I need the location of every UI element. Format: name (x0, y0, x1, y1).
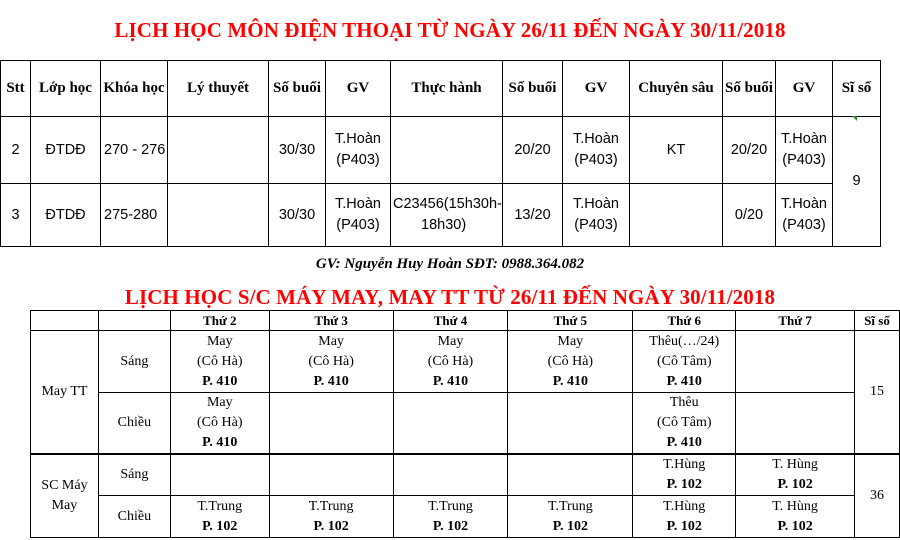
schedule-cell (633, 454, 736, 496)
schedule-cell (508, 331, 633, 393)
header-khoa: Khóa học (101, 61, 168, 117)
cell-gv (776, 117, 833, 184)
teacher-contact: GV: Nguyễn Huy Hoàn SĐT: 0988.364.082 (315, 256, 585, 272)
header-empty (31, 311, 99, 331)
room: P. 410 (432, 373, 469, 389)
group-siso: 15 (855, 331, 900, 455)
teacher: (Cô Hà) (197, 415, 243, 430)
cell-lythuyet (168, 117, 269, 184)
teacher: T.Trung (308, 498, 354, 514)
table-row (31, 454, 900, 496)
cell-khoa: 275-280 (101, 184, 168, 247)
gv-name: T.Hoàn (573, 131, 619, 147)
teacher: T.Trung (197, 498, 243, 514)
schedule-cell (736, 393, 855, 455)
gv-name: T.Hoàn (781, 131, 827, 147)
schedule-cell (633, 331, 736, 393)
table-row (1, 184, 881, 247)
gv-name: T.Hoàn (335, 196, 381, 212)
gv-room: (P403) (574, 217, 618, 233)
cell-gv (326, 117, 391, 184)
cell-khoa: 270 - 276 (101, 117, 168, 184)
table-header-row (1, 61, 881, 117)
schedule-cell (633, 393, 736, 455)
cell-sobuoi: 13/20 (503, 184, 563, 247)
header-day: Thứ 5 (508, 311, 633, 331)
header-gv: GV (776, 61, 833, 117)
schedule-cell (170, 454, 269, 496)
table-row (31, 496, 900, 538)
room: P. 410 (202, 373, 238, 389)
table-row (31, 393, 900, 455)
subject: May (318, 333, 344, 349)
gv-room: (P403) (782, 152, 826, 168)
room: P. 410 (666, 373, 702, 389)
room: P. 102 (552, 518, 588, 534)
schedule-cell (736, 331, 855, 393)
room: P. 102 (666, 477, 702, 492)
teacher: T.Trung (428, 498, 473, 514)
schedule-cell (393, 393, 508, 455)
header-sobuoi: Số buổi (503, 61, 563, 117)
cell-gv (563, 184, 630, 247)
group-siso: 36 (855, 454, 900, 538)
room: P. 410 (202, 435, 238, 450)
schedule-cell (736, 496, 855, 538)
header-siso: Sĩ số (833, 61, 881, 117)
room: P. 102 (313, 518, 349, 534)
session-label: Sáng (98, 454, 170, 496)
cell-stt: 3 (1, 184, 31, 247)
header-chuyensau: Chuyên sâu (630, 61, 723, 117)
header-thuchanh: Thực hành (391, 61, 503, 117)
room: P. 102 (666, 518, 702, 534)
header-day: Thứ 7 (736, 311, 855, 331)
header-lop: Lớp học (31, 61, 101, 117)
teacher: (Cô Hà) (308, 353, 354, 369)
header-day: Thứ 4 (393, 311, 508, 331)
sewing-schedule-table (30, 310, 900, 538)
gv-room: (P403) (574, 152, 618, 168)
subject: May (437, 333, 464, 349)
header-lythuyet: Lý thuyết (168, 61, 269, 117)
thuchanh-line1: C23456(15h30h- (393, 196, 502, 212)
table-header-row (31, 311, 900, 331)
teacher: T. Hùng (772, 498, 818, 514)
cell-gv (563, 117, 630, 184)
teacher: T.Hùng (663, 457, 706, 472)
room: P. 410 (666, 435, 702, 450)
room: P. 102 (777, 518, 813, 534)
room: P. 102 (432, 518, 469, 534)
group-name: May TT (31, 331, 99, 455)
cell-gv (326, 184, 391, 247)
gv-room: (P403) (336, 152, 380, 168)
cell-thuchanh (391, 117, 503, 184)
subject: May (206, 395, 233, 410)
schedule-cell (269, 393, 393, 455)
schedule-cell (633, 496, 736, 538)
teacher: T.Hùng (663, 498, 706, 514)
schedule-cell (170, 393, 269, 455)
table-row (1, 117, 881, 184)
session-label: Chiều (98, 393, 170, 455)
teacher: (Cô Hà) (197, 353, 243, 369)
table-row (31, 331, 900, 393)
teacher: T. Hùng (772, 457, 818, 472)
schedule-cell (269, 331, 393, 393)
schedule-cell (269, 496, 393, 538)
phone-schedule-table (0, 60, 881, 247)
group-name: SC Máy May (31, 454, 99, 538)
thuchanh-line2: 18h30) (421, 217, 467, 233)
cell-comment-marker (852, 116, 857, 121)
cell-lythuyet (168, 184, 269, 247)
gv-name: T.Hoàn (781, 196, 827, 212)
subject: May (206, 333, 233, 349)
cell-stt: 2 (1, 117, 31, 184)
cell-sobuoi: 20/20 (723, 117, 776, 184)
schedule-cell (170, 496, 269, 538)
cell-sobuoi: 20/20 (503, 117, 563, 184)
header-stt: Stt (1, 61, 31, 117)
subject: Thêu(…/24) (649, 333, 720, 349)
header-day: Thứ 2 (170, 311, 269, 331)
gv-room: (P403) (336, 217, 380, 233)
cell-thuchanh (391, 184, 503, 247)
schedule-cell (508, 454, 633, 496)
cell-chuyensau: KT (630, 117, 723, 184)
cell-sobuoi: 30/30 (269, 117, 326, 184)
cell-lop: ĐTDĐ (31, 184, 101, 247)
cell-sobuoi: 30/30 (269, 184, 326, 247)
schedule-cell (269, 454, 393, 496)
subject: Thêu (669, 395, 699, 410)
room: P. 102 (777, 477, 813, 492)
gv-room: (P403) (782, 217, 826, 233)
schedule-cell (393, 331, 508, 393)
schedule-cell (393, 496, 508, 538)
teacher: (Cô Tâm) (656, 353, 712, 369)
header-day: Thứ 3 (269, 311, 393, 331)
room: P. 410 (552, 373, 588, 389)
gv-name: T.Hoàn (335, 131, 381, 147)
header-empty (98, 311, 170, 331)
cell-siso: 9 (833, 117, 881, 247)
teacher: T.Trung (547, 498, 593, 514)
cell-sobuoi: 0/20 (723, 184, 776, 247)
schedule-cell (508, 393, 633, 455)
schedule-cell (170, 331, 269, 393)
room: P. 410 (313, 373, 349, 389)
gv-name: T.Hoàn (573, 196, 619, 212)
cell-gv (776, 184, 833, 247)
subject: May (557, 333, 584, 349)
cell-chuyensau (630, 184, 723, 247)
section-title: LỊCH HỌC S/C MÁY MAY, MAY TT TỪ 26/11 ĐẾN NGÀY 30/11/2018 (124, 285, 776, 309)
schedule-cell (508, 496, 633, 538)
session-label: Chiều (98, 496, 170, 538)
header-gv: GV (563, 61, 630, 117)
room: P. 102 (202, 518, 238, 534)
schedule-cell (736, 454, 855, 496)
header-gv: GV (326, 61, 391, 117)
header-day: Thứ 6 (633, 311, 736, 331)
schedule-cell (393, 454, 508, 496)
header-sobuoi: Số buổi (723, 61, 776, 117)
session-label: Sáng (98, 331, 170, 393)
header-siso: Sĩ số (855, 311, 900, 331)
page-title: LỊCH HỌC MÔN ĐIỆN THOẠI TỪ NGÀY 26/11 ĐẾN NGÀY 30/11/2018 (114, 18, 786, 42)
header-sobuoi: Số buổi (269, 61, 326, 117)
teacher: (Cô Tâm) (656, 415, 712, 430)
teacher: (Cô Hà) (427, 353, 474, 369)
cell-lop: ĐTDĐ (31, 117, 101, 184)
teacher: (Cô Hà) (547, 353, 594, 369)
